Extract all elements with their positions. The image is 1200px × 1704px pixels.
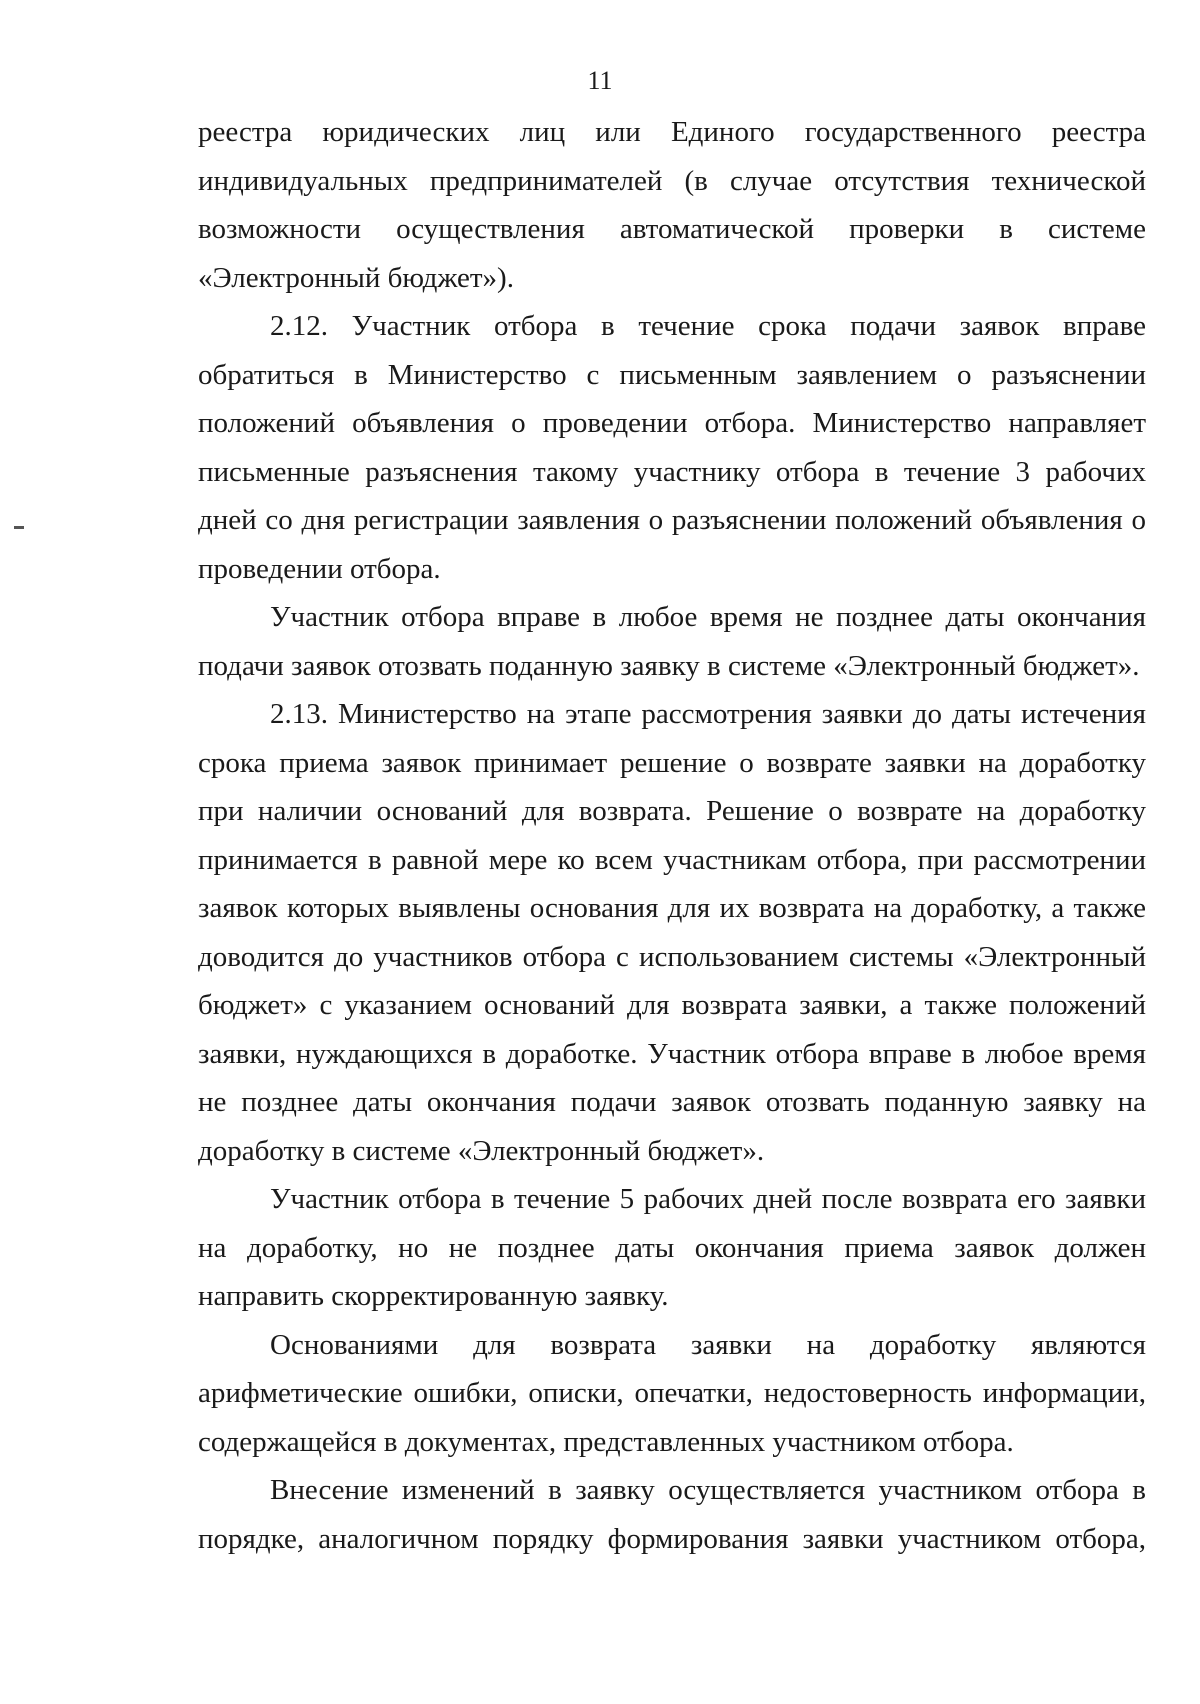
paragraph-return-grounds: Основаниями для возврата заявки на доработку являются арифметические ошибки, описки, опечатки, недостоверность информации, содержащейся в документах, представленных участником отбора. bbox=[198, 1328, 1146, 1458]
scan-artifact-mark bbox=[14, 526, 24, 529]
paragraph-2-13: 2.13. Министерство на этапе рассмотрения заявки до даты истечения срока приема заявок принимает решение о возврате заявки на доработку при наличии оснований для возврата. Решение о возврате на доработку принимается в равной мере ко всем участникам отбора, при рассмотрении заявок которых выявлены основания для их возврата на доработку, а также доводится до участников отбора с использованием системы «Электронный бюджет» с указанием оснований для возврата заявки, а также положений заявки, нуждающихся в доработке. Участник отбора вправе в любое время не позднее даты окончания подачи заявок отозвать поданную заявку на доработку в системе «Электронный бюджет». bbox=[198, 698, 1146, 1167]
paragraph-registry-continuation: реестра юридических лиц или Единого государственного реестра индивидуальных предпринимателей (в случае отсутствия технической возможности осуществления автоматической проверки в системе «Электронный бюджет»). bbox=[198, 116, 1146, 294]
page-number: 11 bbox=[587, 66, 613, 95]
document-body bbox=[198, 108, 1146, 1563]
paragraph-2-12: 2.12. Участник отбора в течение срока подачи заявок вправе обратиться в Министерство с письменным заявлением о разъяснении положений объявления о проведении отбора. Министерство направляет письменные разъяснения такому участнику отбора в течение 3 рабочих дней со дня регистрации заявления о разъяснении положений объявления о проведении отбора. bbox=[198, 310, 1146, 585]
paragraph-withdraw-application: Участник отбора вправе в любое время не позднее даты окончания подачи заявок отозвать поданную заявку в системе «Электронный бюджет». bbox=[198, 601, 1146, 682]
paragraph-changes-procedure: Внесение изменений в заявку осуществляется участником отбора в порядке, аналогичном порядку формирования заявки участником отбора, bbox=[198, 1474, 1146, 1555]
paragraph-resubmission-deadline: Участник отбора в течение 5 рабочих дней после возврата его заявки на доработку, но не позднее даты окончания приема заявок должен направить скорректированную заявку. bbox=[198, 1183, 1146, 1312]
